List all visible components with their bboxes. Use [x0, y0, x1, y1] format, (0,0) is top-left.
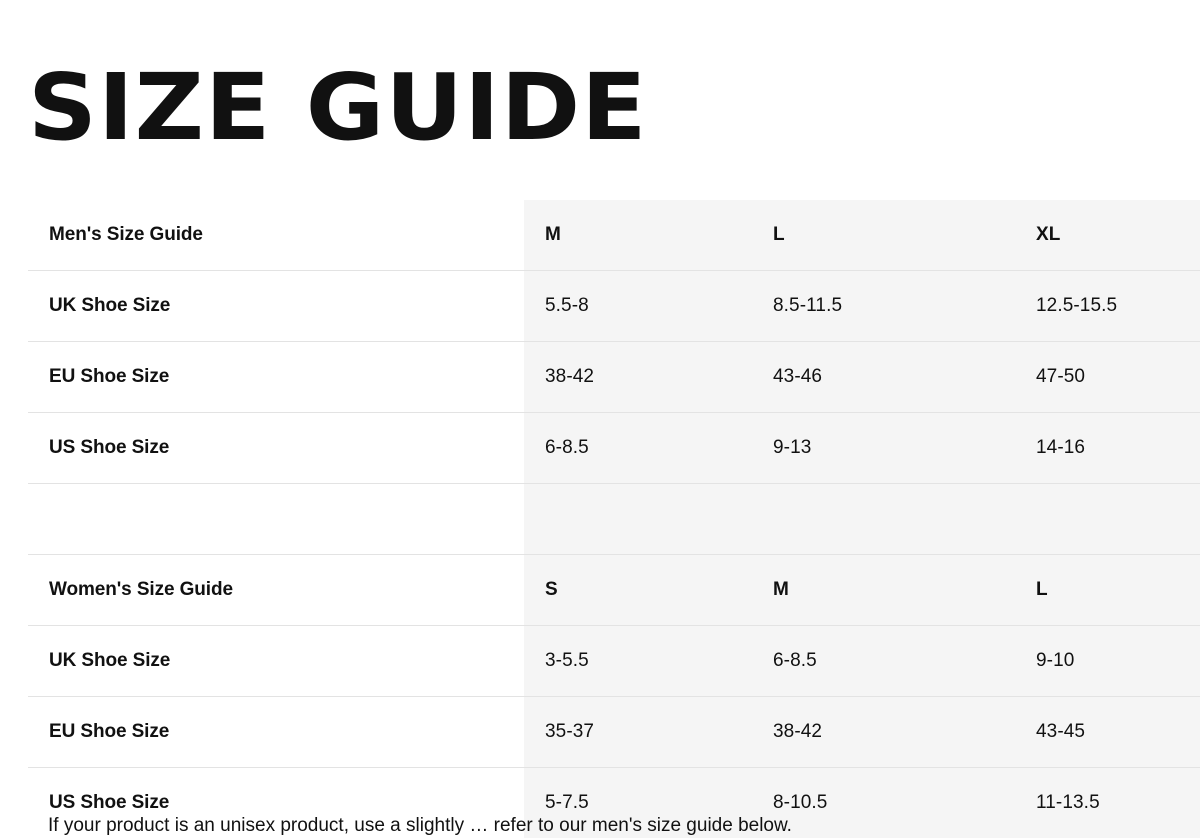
table-header-row — [28, 200, 1200, 271]
womens-us-m: 8-10.5 — [752, 768, 1015, 838]
womens-uk-s: 3-5.5 — [524, 626, 752, 697]
womens-row-label-eu: EU Shoe Size — [28, 697, 524, 768]
mens-eu-m: 38-42 — [524, 342, 752, 413]
womens-eu-s: 35-37 — [524, 697, 752, 768]
womens-guide-title: Women's Size Guide — [28, 555, 524, 626]
mens-col-header-xl: XL — [1015, 200, 1200, 271]
mens-us-xl: 14-16 — [1015, 413, 1200, 484]
gap-c — [1015, 484, 1200, 555]
mens-uk-l: 8.5-11.5 — [752, 271, 1015, 342]
mens-uk-m: 5.5-8 — [524, 271, 752, 342]
gap-label — [28, 484, 524, 555]
mens-row-label-us: US Shoe Size — [28, 413, 524, 484]
page-title: SIZE GUIDE — [28, 62, 648, 154]
table-row — [28, 271, 1200, 342]
womens-uk-l: 9-10 — [1015, 626, 1200, 697]
womens-col-header-m: M — [752, 555, 1015, 626]
mens-eu-xl: 47-50 — [1015, 342, 1200, 413]
womens-uk-m: 6-8.5 — [752, 626, 1015, 697]
mens-col-header-m: M — [524, 200, 752, 271]
womens-eu-m: 38-42 — [752, 697, 1015, 768]
mens-row-label-eu: EU Shoe Size — [28, 342, 524, 413]
size-tables — [28, 200, 1200, 838]
womens-size-guide-table — [28, 555, 1200, 838]
table-header-row — [28, 555, 1200, 626]
womens-us-s: 5-7.5 — [524, 768, 752, 838]
mens-us-l: 9-13 — [752, 413, 1015, 484]
mens-uk-xl: 12.5-15.5 — [1015, 271, 1200, 342]
womens-col-header-s: S — [524, 555, 752, 626]
mens-col-header-l: L — [752, 200, 1015, 271]
mens-us-m: 6-8.5 — [524, 413, 752, 484]
womens-eu-l: 43-45 — [1015, 697, 1200, 768]
table-gap-row — [28, 484, 1200, 555]
mens-guide-title: Men's Size Guide — [28, 200, 524, 271]
womens-col-header-l: L — [1015, 555, 1200, 626]
womens-row-label-uk: UK Shoe Size — [28, 626, 524, 697]
mens-eu-l: 43-46 — [752, 342, 1015, 413]
table-row — [28, 342, 1200, 413]
womens-us-l: 11-13.5 — [1015, 768, 1200, 838]
womens-row-label-us: US Shoe Size — [28, 768, 524, 838]
gap-a — [524, 484, 752, 555]
mens-row-label-uk: UK Shoe Size — [28, 271, 524, 342]
table-row — [28, 626, 1200, 697]
footnote-text: If your product is an unisex product, use a slightly … refer to our men's size guide below. — [48, 815, 792, 837]
table-row — [28, 697, 1200, 768]
gap-b — [752, 484, 1015, 555]
table-row — [28, 413, 1200, 484]
mens-size-guide-table — [28, 200, 1200, 555]
